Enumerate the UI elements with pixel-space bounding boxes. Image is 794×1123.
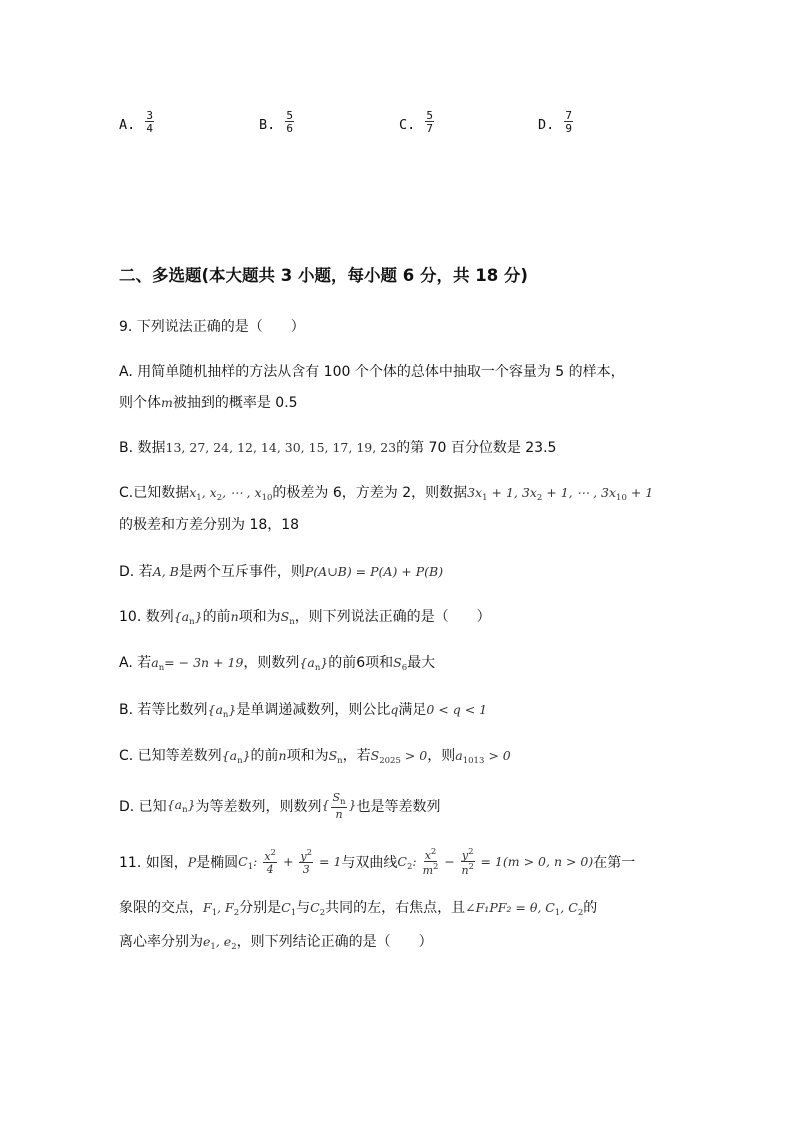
choice-d-num: 7 xyxy=(565,109,573,122)
choice-d-label: D. xyxy=(538,117,555,133)
q9-option-c-line2: 的极差和方差分别为 18，18 xyxy=(119,517,300,533)
q9-a-var: m xyxy=(161,395,173,410)
choice-d-den: 9 xyxy=(565,122,573,135)
q9-stem: 9. 下列说法正确的是（ ） xyxy=(119,319,305,335)
q11-line2-mid3: 共同的左，右焦点，且 xyxy=(325,900,466,916)
q9-c-pre: C.已知数据 xyxy=(119,485,190,501)
q10-d-seq: $\{a_n\}$ xyxy=(166,796,196,815)
q10-b-cond: 0 < q < 1 xyxy=(426,702,488,717)
q10-seq: $\{a_n\}$ xyxy=(173,609,203,627)
q10-option-c xyxy=(119,745,511,766)
q10-d-pre: D. 已知 xyxy=(119,798,167,815)
q11-post1: 在第一 xyxy=(593,855,636,871)
q11-line3-post: ，则下列结论正确的是（ ） xyxy=(236,934,433,950)
choice-a xyxy=(119,110,156,134)
q11-line2-mid2: 与 xyxy=(296,900,311,916)
q11-pre: 11. 如图， xyxy=(119,855,188,871)
q11-line3 xyxy=(119,931,433,952)
choice-c-num: 5 xyxy=(426,109,434,122)
q10-c-a1013: $a_{1013}$ xyxy=(455,748,485,766)
q11-foci: $F_1$, $F_2$ xyxy=(203,900,240,918)
q10-stem-mid1: 的前 xyxy=(202,609,231,625)
q11-line2-post: 的 xyxy=(583,900,598,916)
q10-option-a xyxy=(119,652,435,673)
q10-option-b xyxy=(119,699,487,720)
q10-a-an: $a_n$ xyxy=(151,655,165,673)
q11-line2 xyxy=(119,897,597,918)
q10-stem-pre: 10. 数列 xyxy=(119,609,174,625)
choice-d-fraction xyxy=(564,110,573,134)
q9-option-c-line1 xyxy=(119,482,653,503)
q9-c-data2: $3x_1 + 1$, $3x_2 + 1$, ⋯ , $3x_{10} + 1$ xyxy=(467,485,654,503)
q11-line2-mid1: 分别是 xyxy=(239,900,282,916)
q10-a-mid: ，则数列 xyxy=(243,655,300,671)
q10-n: n xyxy=(230,609,239,624)
q9-c-data1: $x_1$, $x_2$, ⋯ , $x_{10}$ xyxy=(189,485,273,503)
q11-line3-pre: 离心率分别为 xyxy=(119,934,203,950)
q11-hyperbola-eq: $C_2$: $\frac{x^2}{m^2}$ − $\frac{y^2}{n^2}$ = 1(m > 0, n > 0) xyxy=(397,847,594,877)
q10-c-s2025: $S_{2025}$ xyxy=(370,748,401,766)
q9-b-pre: B. 数据 xyxy=(119,440,166,456)
q9-d-vars: A, B xyxy=(152,564,179,579)
q10-c-sn: $S_n$ xyxy=(328,748,343,766)
q10-d-mid: 为等差数列，则数列 xyxy=(195,798,322,815)
q11-c2: $C_2$ xyxy=(310,900,326,918)
q10-option-d xyxy=(119,792,440,820)
choice-a-den: 4 xyxy=(146,122,154,135)
q10-b-seq: $\{a_n\}$ xyxy=(207,702,237,720)
q11-mid2: 与双曲线 xyxy=(341,855,398,871)
q9-d-formula: P(A∪B) = P(A) + P(B) xyxy=(304,564,444,579)
q10-a-formula: = − 3n + 19 xyxy=(164,655,244,670)
q10-c-pre: C. 已知等差数列 xyxy=(119,748,222,764)
choice-b xyxy=(259,110,296,134)
q9-option-d xyxy=(119,561,443,581)
choice-b-num: 5 xyxy=(286,109,294,122)
q10-b-mid: 是单调递减数列，则公比 xyxy=(236,702,391,718)
q10-a-s6: $S_6$ xyxy=(393,655,408,673)
q11-line1 xyxy=(119,848,635,876)
q9-a-post: 被抽到的概率是 0.5 xyxy=(172,395,298,411)
q11-angle: ∠F₁PF₂ = θ xyxy=(465,900,538,915)
choice-b-label: B. xyxy=(259,117,276,133)
q10-c-mid4: ，则 xyxy=(427,748,456,764)
q9-d-mid: 是两个互斥事件，则 xyxy=(178,564,305,580)
q9-option-a-line1: A. 用简单随机抽样的方法从含有 100 个个体的总体中抽取一个容量为 5 的样本， xyxy=(119,364,625,380)
q10-a-seq: $\{a_n\}$ xyxy=(299,655,329,673)
q10-c-mid2: 项和为 xyxy=(286,748,329,764)
q10-b-mid2: 满足 xyxy=(398,702,427,718)
q10-c-seq: $\{a_n\}$ xyxy=(221,748,251,766)
q9-b-data: 13, 27, 24, 12, 14, 30, 15, 17, 19, 23 xyxy=(165,440,397,455)
choice-b-den: 6 xyxy=(286,122,294,135)
choice-a-fraction xyxy=(145,110,154,134)
choice-a-num: 3 xyxy=(146,109,154,122)
section-heading: 二、多选题(本大题共 3 小题，每小题 6 分，共 18 分) xyxy=(119,266,528,285)
q11-curves: , $C_1$, $C_2$ xyxy=(537,900,584,918)
choice-c-label: C. xyxy=(399,117,416,133)
q9-d-pre: D. 若 xyxy=(119,564,153,580)
q9-c-mid: 的极差为 6，方差为 2，则数据 xyxy=(272,485,468,501)
q10-c-mid: 的前 xyxy=(250,748,279,764)
q11-ellipse-eq: $C_1$: $\frac{x^2}{4}$ + $\frac{y^2}{3}$ = 1 xyxy=(238,848,342,876)
q10-b-var: q xyxy=(390,702,399,717)
q11-line2-pre: 象限的交点， xyxy=(119,900,203,916)
q9-b-post: 的第 70 百分位数是 23.5 xyxy=(396,440,557,456)
q10-stem-post: ，则下列说法正确的是（ ） xyxy=(294,609,491,625)
q10-stem-mid2: 项和为 xyxy=(238,609,281,625)
q9-a-pre: 则个体 xyxy=(119,395,161,411)
q10-a-pre: A. 若 xyxy=(119,655,152,671)
q11-eccentricities: $e_1$, $e_2$ xyxy=(203,934,237,952)
q10-c-mid3: ，若 xyxy=(342,748,371,764)
q10-c-cond1: > 0 xyxy=(404,748,428,763)
q10-d-frac-seq: { $\frac{S_n}{n}$ } xyxy=(321,791,357,821)
q11-mid1: 是椭圆 xyxy=(196,855,239,871)
q10-c-cond2: > 0 xyxy=(488,748,511,763)
q10-b-pre: B. 若等比数列 xyxy=(119,702,208,718)
choice-c xyxy=(399,110,436,134)
q9-option-b xyxy=(119,437,556,457)
q10-c-n: n xyxy=(278,748,287,763)
choice-d xyxy=(538,110,575,134)
q10-d-post: 也是等差数列 xyxy=(356,798,441,815)
choice-a-label: A. xyxy=(119,117,136,133)
q10-sn: $S_n$ xyxy=(280,609,295,627)
q11-p-var: P xyxy=(187,854,197,870)
choice-c-den: 7 xyxy=(426,122,434,135)
q11-c1: $C_1$ xyxy=(281,900,297,918)
q10-a-mid2: 的前6项和 xyxy=(328,655,394,671)
q10-a-post: 最大 xyxy=(407,655,436,671)
choice-b-fraction xyxy=(285,110,294,134)
choice-c-fraction xyxy=(425,110,434,134)
q9-option-a-line2 xyxy=(119,392,298,412)
q10-stem xyxy=(119,606,491,627)
